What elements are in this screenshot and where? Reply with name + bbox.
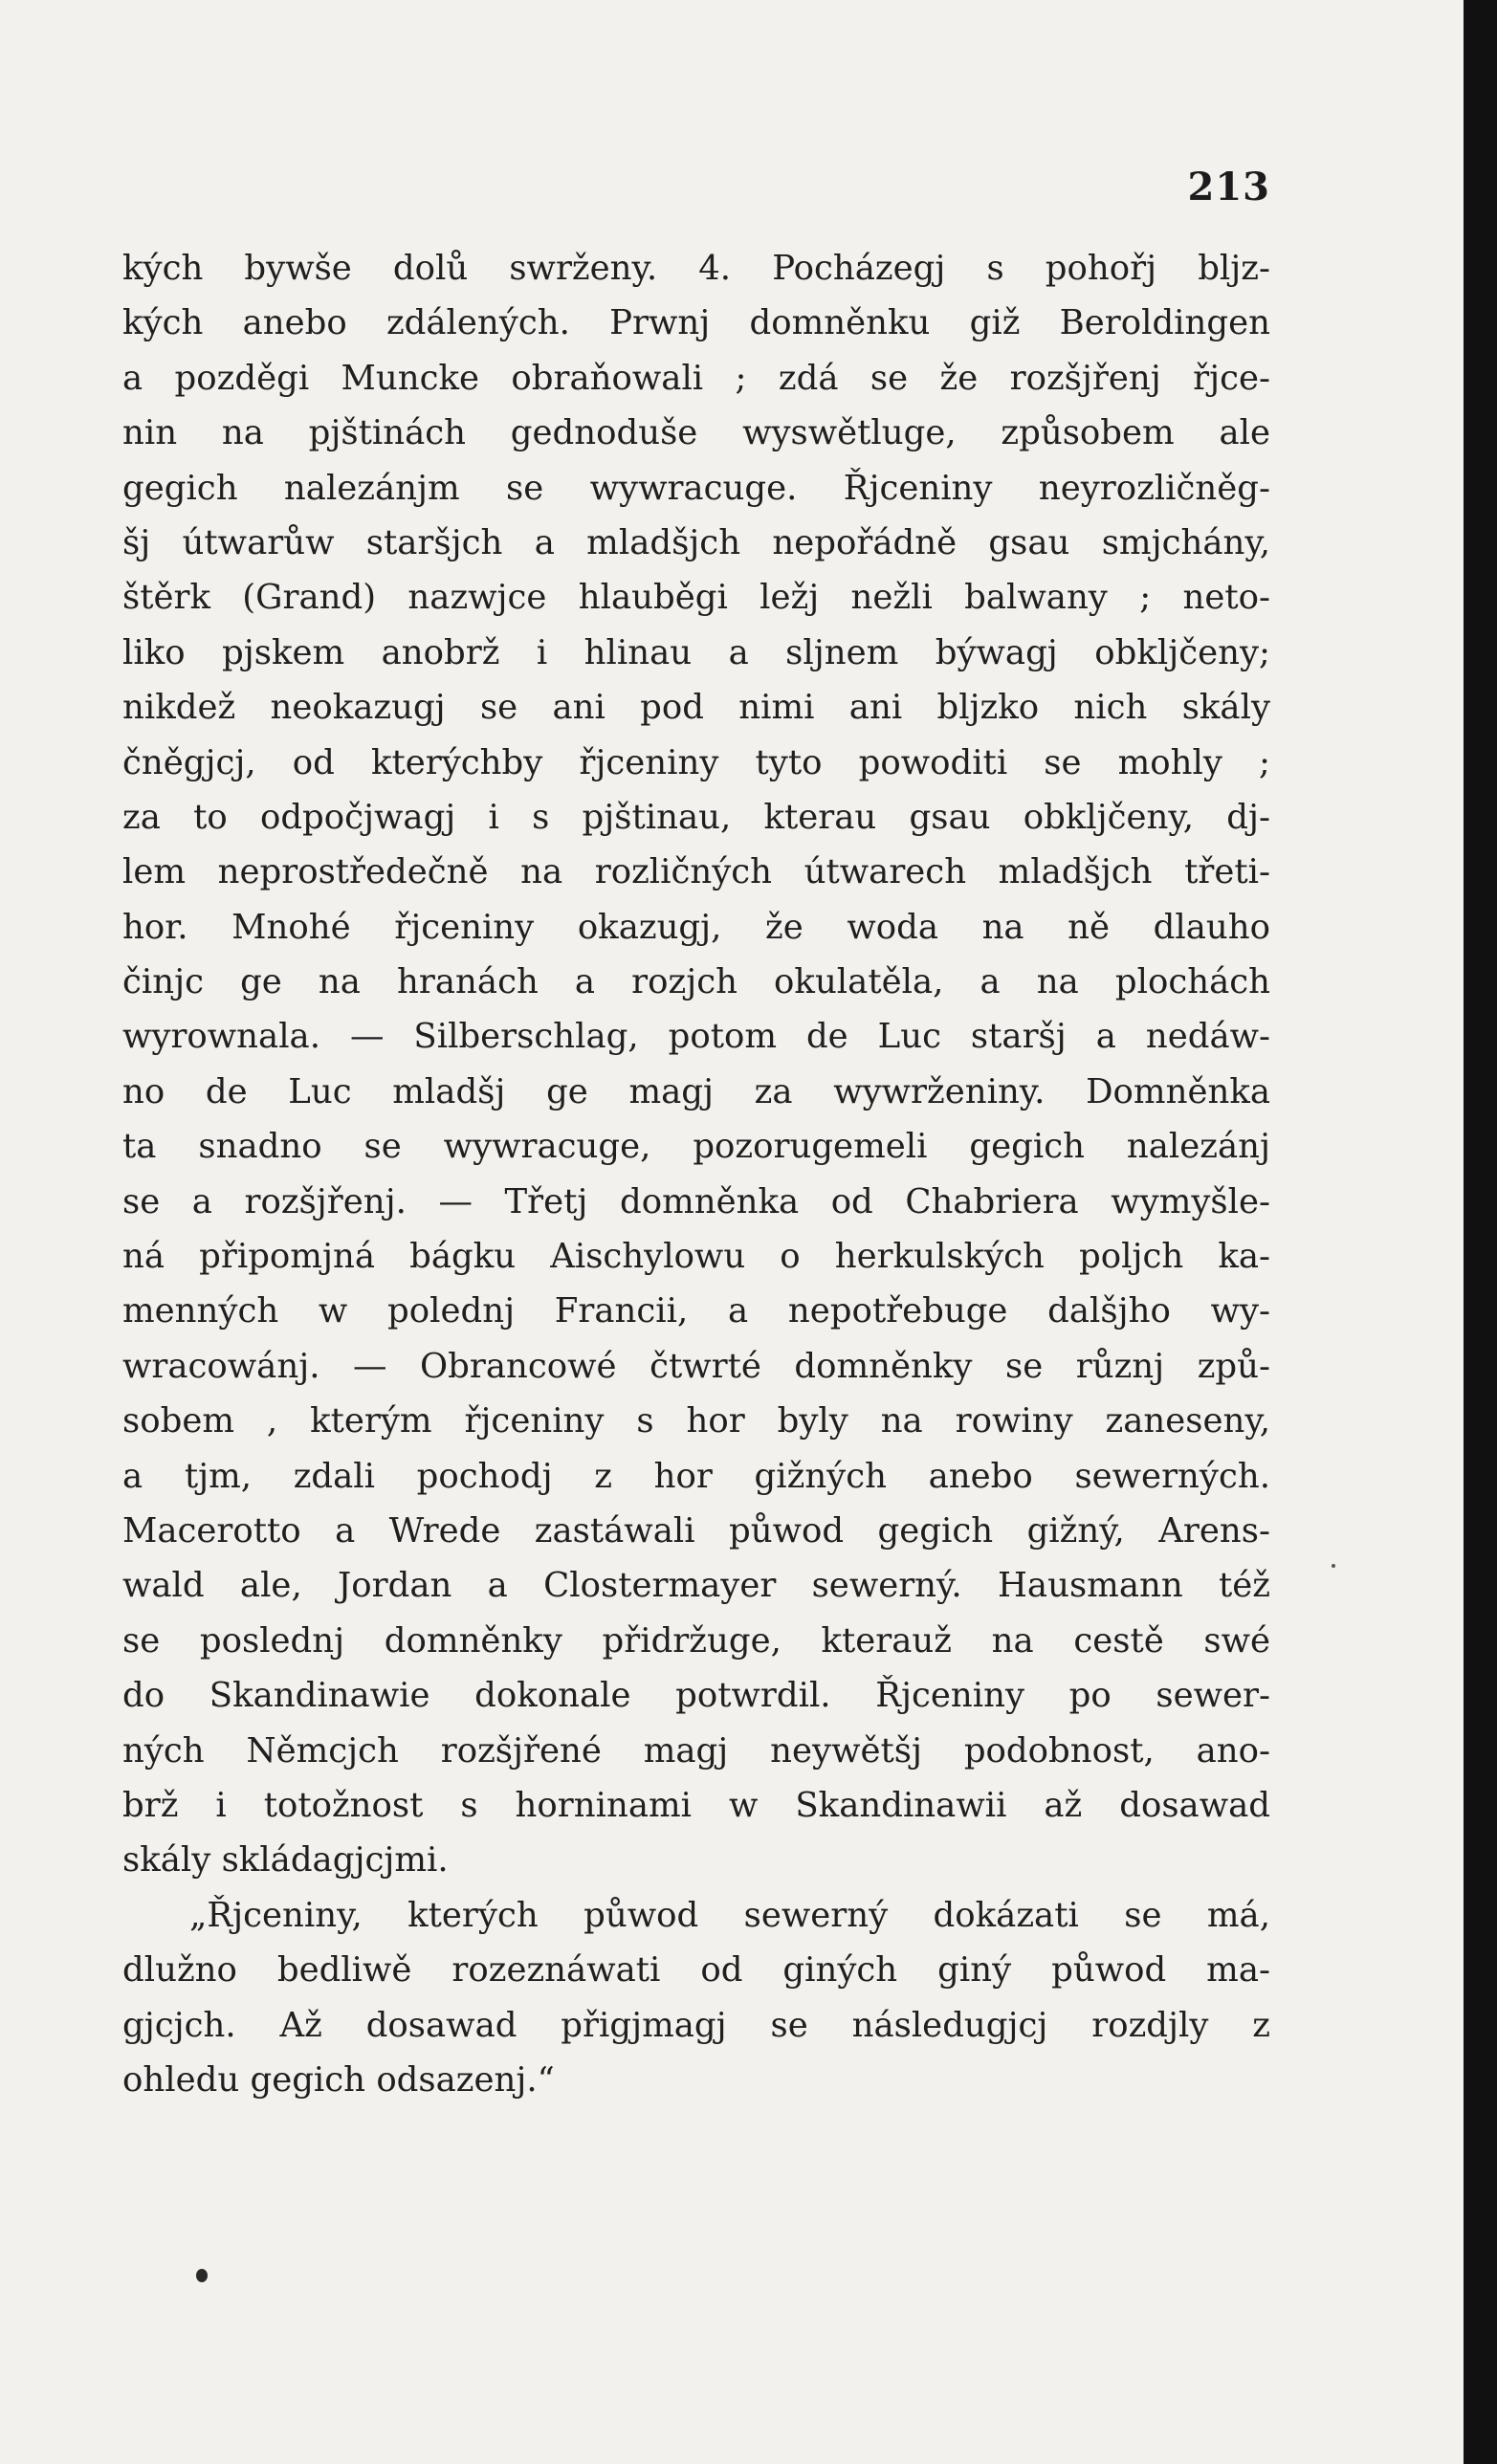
text-line: menných w polednj Francii, a nepotřebuge dalšjho wy- bbox=[122, 1291, 1270, 1331]
text-line: gjcjch. Až dosawad přigjmagj se následugjcj rozdjly z bbox=[122, 2005, 1270, 2045]
text-line: no de Luc mladšj ge magj za wywrženiny. Domněnka bbox=[122, 1071, 1270, 1111]
ink-dot-mark bbox=[196, 2269, 208, 2282]
scan-border bbox=[1464, 0, 1497, 2464]
text-line: kých anebo zdálených. Prwnj domněnku giž Beroldingen bbox=[122, 303, 1270, 343]
text-line: činjc ge na hranách a rozjch okulatěla, a na plochách bbox=[122, 962, 1270, 1002]
text-line: a pozděgi Muncke obraňowali ; zdá se že rozšjřenj řjce- bbox=[122, 358, 1270, 398]
text-line: sobem , kterým řjceniny s hor byly na rowiny zaneseny, bbox=[122, 1401, 1270, 1441]
text-line: brž i totožnost s horninami w Skandinawii až dosawad bbox=[122, 1785, 1270, 1825]
text-line: čněgjcj, od kterýchby řjceniny tyto powoditi se mohly ; bbox=[122, 742, 1270, 782]
text-line: nikdež neokazugj se ani pod nimi ani bljzko nich skály bbox=[122, 688, 1270, 728]
text-line: wracowánj. — Obrancowé čtwrté domněnky se různj způ- bbox=[122, 1346, 1270, 1386]
text-line: se a rozšjřenj. — Třetj domněnka od Chabriera wymyšle- bbox=[122, 1181, 1270, 1221]
text-line: za to odpočjwagj i s pjštinau, kterau gsau obkljčeny, dj- bbox=[122, 797, 1270, 837]
text-line: gegich nalezánjm se wywracuge. Řjceniny neyrozličněg- bbox=[122, 468, 1270, 508]
text-line: se poslednj domněnky přidržuge, kterauž na cestě swé bbox=[122, 1620, 1270, 1661]
page-number: 213 bbox=[1187, 165, 1270, 209]
text-line: „Řjceniny, kterých půwod sewerný dokázati se má, bbox=[189, 1895, 1270, 1935]
text-line: dlužno bedliwě rozeznáwati od giných giný půwod ma- bbox=[122, 1950, 1270, 1991]
body-text bbox=[122, 241, 1270, 2107]
text-line: lem neprostředečně na rozličných útwarech mladšjch třeti- bbox=[122, 852, 1270, 892]
text-line: ta snadno se wywracuge, pozorugemeli gegich nalezánj bbox=[122, 1127, 1270, 1167]
text-line: a tjm, zdali pochodj z hor gižných anebo sewerných. bbox=[122, 1456, 1270, 1496]
text-line: nin na pjštinách gednoduše wyswětluge, způsobem ale bbox=[122, 413, 1270, 453]
text-line: kých bywše dolů swrženy. 4. Pocházegj s pohořj bljz- bbox=[122, 249, 1270, 288]
text-line: wyrownala. — Silberschlag, potom de Luc staršj a nedáw- bbox=[122, 1017, 1270, 1057]
text-line: do Skandinawie dokonale potwrdil. Řjceniny po sewer- bbox=[122, 1676, 1270, 1716]
text-line: ná připomjná bágku Aischylowu o herkulských poljch ka- bbox=[122, 1237, 1270, 1277]
text-line: hor. Mnohé řjceniny okazugj, že woda na ně dlauho bbox=[122, 907, 1270, 947]
text-line: Macerotto a Wrede zastáwali půwod gegich gižný, Arens- bbox=[122, 1510, 1270, 1551]
text-line: skály skládagjcjmi. bbox=[122, 1840, 449, 1881]
text-line: ohledu gegich odsazenj.“ bbox=[122, 2059, 555, 2100]
text-line: wald ale, Jordan a Clostermayer sewerný. Hausmann též bbox=[122, 1566, 1270, 1606]
text-line: liko pjskem anobrž i hlinau a sljnem býwagj obkljčeny; bbox=[122, 632, 1270, 672]
text-line: štěrk (Grand) nazwjce hlauběgi ležj nežli balwany ; neto- bbox=[122, 578, 1270, 618]
ink-speck-mark bbox=[1332, 1564, 1335, 1568]
text-line: ných Němcjch rozšjřené magj neywětšj podobnost, ano- bbox=[122, 1730, 1270, 1771]
text-line: šj útwarůw staršjch a mladšjch nepořádně gsau smjchány, bbox=[122, 522, 1270, 562]
